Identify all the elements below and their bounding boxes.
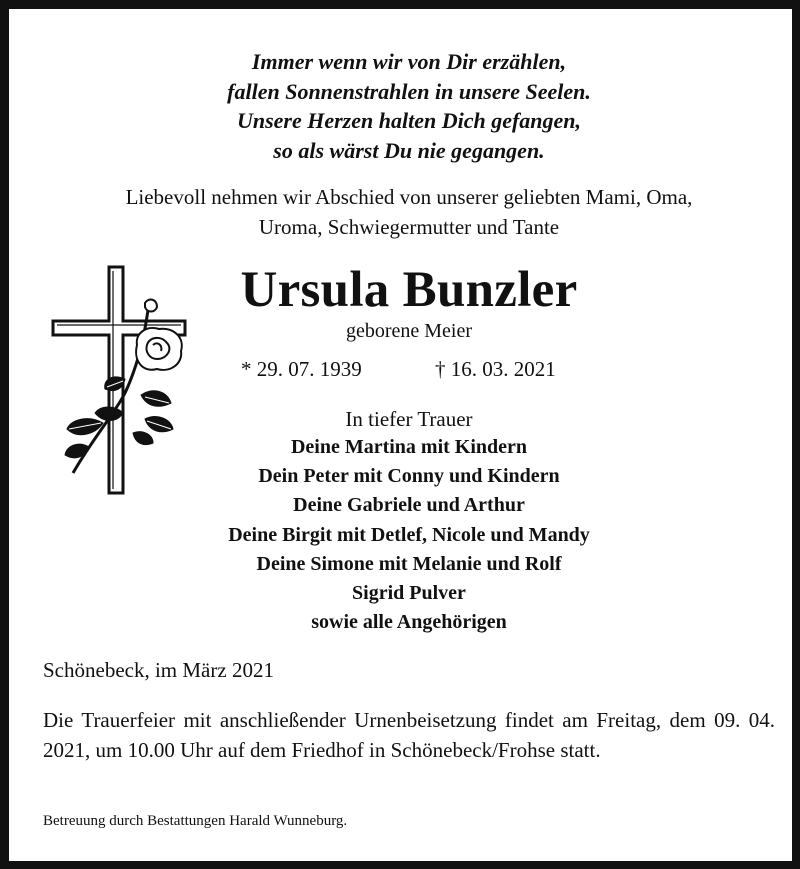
poem-line: so als wärst Du nie gegangen. [273,137,545,163]
death-date: † 16. 03. 2021 [435,357,556,381]
poem [9,47,800,165]
intro-text [9,182,800,242]
mourning-heading: In tiefer Trauer [345,407,473,431]
intro-line: Liebevoll nehmen wir Abschied von unserer geliebten Mami, Oma, [125,185,693,209]
mourner-line: Deine Martina mit Kindern [290,436,528,458]
maiden-name: geborene Meier [345,320,473,342]
mourner-line: Deine Simone mit Melanie und Rolf [256,552,562,575]
place-date: Schönebeck, im März 2021 [43,658,274,682]
mourner-line: Dein Peter mit Conny und Kindern [258,465,560,488]
undertaker-note: Betreuung durch Bestattungen Harald Wunneburg. [43,813,348,829]
intro-line: Uroma, Schwiegermutter und Tante [258,215,560,239]
mourner-line: Deine Gabriele und Arthur [293,494,525,517]
poem-line: fallen Sonnenstrahlen in unsere Seelen. [227,78,591,104]
poem-line: Immer wenn wir von Dir erzählen, [251,49,567,74]
deceased-name: Ursula Bunzler [240,262,578,318]
mourner-line: Sigrid Pulver [352,582,466,605]
mourner-line: sowie alle Angehörigen [311,611,507,634]
birth-date: * 29. 07. 1939 [241,357,362,381]
mourners-list [9,433,800,637]
ceremony-notice: Die Trauerfeier mit anschließender Urnenbeisetzung findet am Freitag, dem 09. 04. 2021, um 10.00 Uhr auf dem Friedhof in Schönebeck/Frohse statt. [43,708,775,762]
mourner-line: Deine Birgit mit Detlef, Nicole und Mandy [228,523,590,546]
poem-line: Unsere Herzen halten Dich gefangen, [236,108,582,133]
